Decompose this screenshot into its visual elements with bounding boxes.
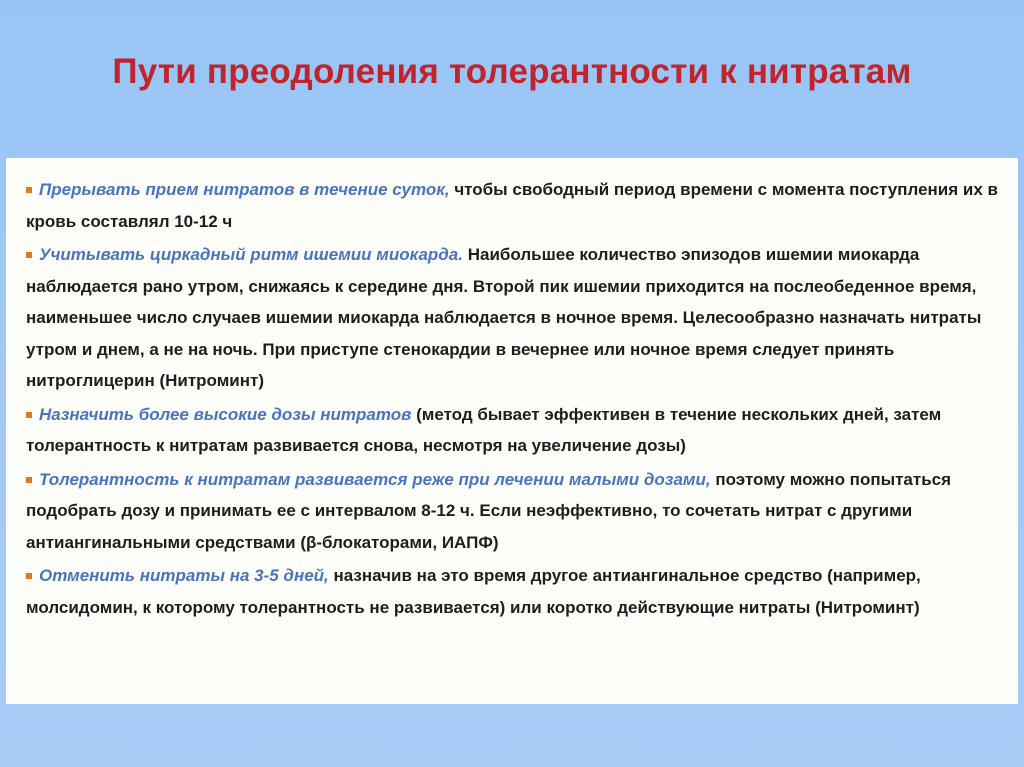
bullet-text: чтобы свободный период времени с момента поступления их в кровь составлял 10-12 ч: [26, 180, 998, 231]
bullet-emphasis: Прерывать прием нитратов в течение суток,: [39, 180, 450, 199]
square-bullet-icon: [26, 412, 32, 418]
bullet-emphasis: Отменить нитраты на 3-5 дней,: [39, 566, 329, 585]
content-box: [6, 158, 1018, 704]
bullet-emphasis: Учитывать циркадный ритм ишемии миокарда.: [39, 245, 463, 264]
bullet-text: поэтому можно попытаться подобрать дозу и принимать ее с интервалом 8-12 ч. Если неэффективно, то сочетать нитрат с другими антиангинальными средствами (β-блокаторами, ИАПФ): [26, 469, 952, 552]
square-bullet-icon: [26, 252, 32, 258]
bullet-item: [26, 399, 1000, 462]
bullet-text: Наибольшее количество эпизодов ишемии миокарда наблюдается рано утром, снижаясь к середине дня. Второй пик ишемии приходится на послеобеденное время, наименьшее число случаев ишемии миокарда наблюдается в ночное время. Целесообразно назначать нитраты утром и днем, а не на ночь. При приступе стенокардии в вечернее или ночное время следует принять нитроглицерин (Нитроминт): [26, 245, 982, 390]
bullet-item: [26, 174, 1000, 237]
bullet-text: (метод бывает эффективен в течение нескольких дней, затем толерантность к нитратам развивается снова, несмотря на увеличение дозы): [26, 404, 942, 455]
bullet-emphasis: Толерантность к нитратам развивается реже при лечении малыми дозами,: [39, 469, 711, 489]
bullet-item: [26, 560, 1000, 623]
square-bullet-icon: [26, 573, 32, 579]
bullet-item: [26, 464, 1000, 559]
bullet-text: назначив на это время другое антиангинальное средство (например, молсидомин, к которому толерантность не развивается) или коротко действующие нитраты (Нитроминт): [26, 566, 921, 617]
slide-title: Пути преодоления толерантности к нитратам: [112, 52, 912, 91]
bullet-emphasis: Назначить более высокие дозы нитратов: [39, 404, 412, 424]
square-bullet-icon: [26, 187, 32, 193]
bullet-item: [26, 239, 1000, 397]
square-bullet-icon: [26, 477, 32, 483]
bullet-list: [26, 174, 1000, 623]
